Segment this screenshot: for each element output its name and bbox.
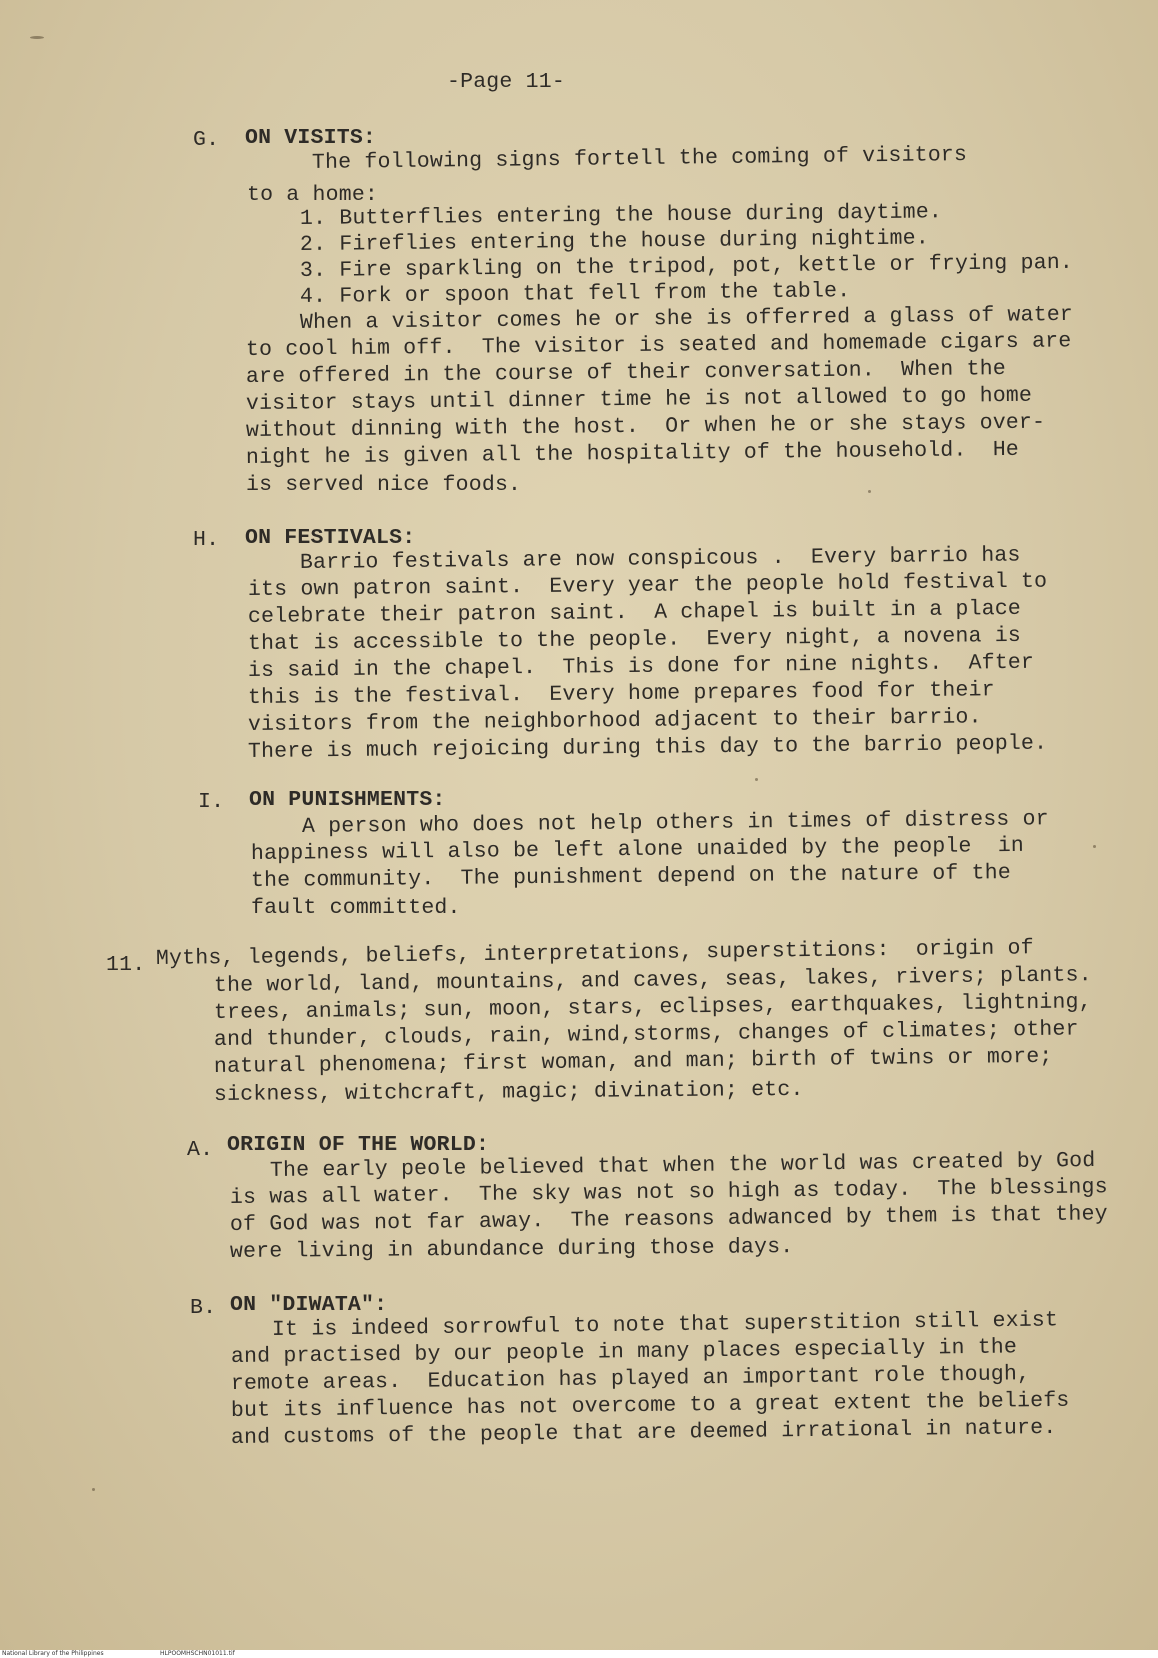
body-line: trees, animals; sun, moon, stars, eclipses, earthquakes, lightning, bbox=[213, 990, 1092, 1025]
body-line: The early peole believed that when the world was created by God bbox=[269, 1148, 1096, 1183]
list-item: 2. Fireflies entering the house during nightime. bbox=[299, 226, 929, 257]
body-line: were living in abundance during those days. bbox=[229, 1235, 794, 1264]
body-line: The following signs fortell the coming of visitors bbox=[311, 142, 968, 175]
section-letter: H. bbox=[193, 528, 220, 552]
body-line: the community. The punishment depend on the nature of the bbox=[250, 861, 1012, 893]
section-letter: A. bbox=[187, 1138, 214, 1162]
body-line: visitor stays until dinner time he is not allowed to go home bbox=[245, 383, 1033, 416]
section-heading: ON PUNISHMENTS: bbox=[249, 788, 446, 812]
list-item: 4. Fork or spoon that fell from the table. bbox=[299, 279, 851, 309]
body-line: but its influence has not overcome to a great extent the beliefs bbox=[230, 1388, 1070, 1423]
archive-footer bbox=[0, 1650, 1158, 1658]
section-heading: ON FESTIVALS: bbox=[245, 526, 416, 550]
body-line: its own patron saint. Every year the people hold festival to bbox=[247, 569, 1048, 602]
body-line: and customs of the people that are deemed irrational in nature. bbox=[230, 1415, 1057, 1450]
body-line: fault committed. bbox=[251, 896, 461, 920]
body-line: night he is given all the hospitality of the household. He bbox=[245, 437, 1020, 470]
section-heading: ORIGIN OF THE WORLD: bbox=[227, 1133, 490, 1157]
paper-speck bbox=[30, 36, 44, 39]
body-line: to cool him off. The visitor is seated and homemade cigars are bbox=[245, 329, 1072, 362]
body-line: A person who does not help others in times of distress or bbox=[301, 807, 1049, 839]
body-line: is was all water. The sky was not so high as today. The blessings bbox=[229, 1175, 1108, 1210]
page-header: -Page 11- bbox=[447, 70, 565, 94]
body-line: Myths, legends, beliefs, interpretations, superstitions: origin of bbox=[155, 936, 1034, 971]
section-letter: G. bbox=[193, 128, 220, 152]
body-line: and thunder, clouds, rain, wind,storms, changes of climates; other bbox=[213, 1017, 1079, 1052]
body-line: When a visitor comes he or she is offerred a glass of water bbox=[299, 302, 1074, 335]
body-line: to a home: bbox=[247, 183, 379, 207]
body-line: natural phenomena; first woman, and man; birth of twins or more; bbox=[213, 1044, 1053, 1079]
paper-speck bbox=[92, 1488, 95, 1491]
body-line: the world, land, mountains, and caves, seas, lakes, rivers; plants. bbox=[213, 963, 1092, 998]
body-line: is said in the chapel. This is done for nine nights. After bbox=[247, 650, 1035, 683]
body-line: of God was not far away. The reasons adwanced by them is that they bbox=[229, 1202, 1108, 1237]
section-heading: ON "DIWATA": bbox=[230, 1293, 388, 1317]
body-line: sickness, witchcraft, magic; divination; etc. bbox=[213, 1077, 804, 1107]
footer-library-name: National Library of the Philippines bbox=[2, 1650, 104, 1657]
list-item: 1. Butterflies entering the house during daytime. bbox=[299, 200, 943, 231]
body-line: It is indeed sorrowful to note that superstition still exist bbox=[271, 1308, 1059, 1342]
body-line: celebrate their patron saint. A chapel is built in a place bbox=[247, 596, 1022, 629]
section-letter: B. bbox=[190, 1296, 217, 1320]
paper-speck bbox=[868, 490, 871, 493]
body-line: happiness will also be left alone unaided by the people in bbox=[250, 833, 1025, 866]
item-number: 11. bbox=[106, 953, 146, 977]
body-line: that is accessible to the people. Every night, a novena is bbox=[247, 623, 1022, 656]
body-line: this is the festival. Every home prepares food for their bbox=[247, 678, 995, 710]
body-line: visitors from the neighborhood adjacent to their barrio. bbox=[247, 705, 982, 737]
paper-speck bbox=[1093, 845, 1096, 848]
body-line: is served nice foods. bbox=[246, 473, 522, 497]
list-item: 3. Fire sparkling on the tripod, pot, kettle or frying pan. bbox=[299, 250, 1074, 283]
paper-speck bbox=[755, 778, 758, 781]
body-line: There is much rejoicing during this day to the barrio people. bbox=[247, 731, 1048, 764]
body-line: Barrio festivals are now conspicous . Every barrio has bbox=[299, 543, 1021, 575]
body-line: and practised by our people in many places especially in the bbox=[230, 1335, 1018, 1369]
body-line: remote areas. Education has played an important role though, bbox=[230, 1362, 1031, 1396]
section-letter: I. bbox=[198, 790, 225, 814]
bleed-through-text bbox=[140, 180, 157, 196]
section-heading: ON VISITS: bbox=[245, 126, 377, 150]
body-line: without dinning with the host. Or when he or she stays over- bbox=[245, 410, 1046, 443]
footer-file-name: HLPOOMHSCHN01011.tif bbox=[160, 1650, 235, 1657]
body-line: are offered in the course of their conversation. When the bbox=[245, 357, 1007, 389]
